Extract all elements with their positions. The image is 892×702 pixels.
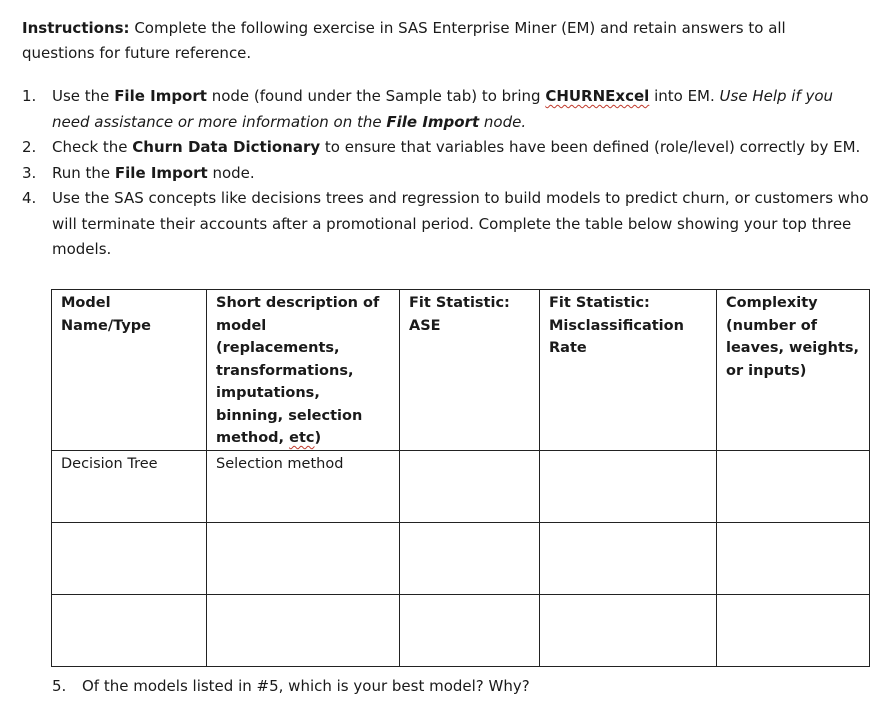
table-cell[interactable] bbox=[717, 450, 870, 522]
header-line: Short description of model (replacements, transformations, imputations, binning, selection method, bbox=[216, 295, 380, 446]
instructions-text: Complete the following exercise in SAS Enterprise Miner (EM) and retain answers to all questions for future reference. bbox=[22, 19, 786, 62]
step-italic-text: node. bbox=[479, 112, 527, 131]
header-line: (number of bbox=[726, 317, 818, 334]
table-cell[interactable] bbox=[52, 522, 207, 594]
table-header-row bbox=[52, 290, 870, 451]
step-text: Use the SAS concepts like decisions trees and regression to build models to predict churn, or customers who will terminate their accounts after a promotional period. Complete the table below showing your top three models. bbox=[52, 189, 869, 258]
header-model-name-type bbox=[52, 290, 207, 451]
table-row bbox=[52, 450, 870, 522]
header-fit-ase bbox=[400, 290, 540, 451]
question-text: Of the models listed in #5, which is your best model? Why? bbox=[82, 677, 530, 695]
step-text: to ensure that variables have been defined (role/level) correctly by EM. bbox=[320, 138, 861, 156]
question-5 bbox=[52, 675, 530, 697]
header-flagged-word: etc bbox=[289, 430, 315, 446]
step-3 bbox=[22, 161, 872, 187]
header-line: Model bbox=[61, 295, 111, 311]
step-text: Run the bbox=[52, 163, 115, 182]
step-bold-text: File Import bbox=[114, 163, 208, 182]
step-text: Check the bbox=[52, 138, 133, 156]
header-line: Rate bbox=[549, 340, 587, 356]
steps-list bbox=[22, 84, 872, 263]
table-cell[interactable] bbox=[717, 594, 870, 666]
table-cell[interactable] bbox=[52, 594, 207, 666]
step-text: node. bbox=[207, 163, 255, 182]
table-cell[interactable]: Decision Tree bbox=[52, 450, 207, 522]
step-bold-text: Churn Data Dictionary bbox=[132, 138, 321, 156]
header-line: Fit Statistic: bbox=[549, 295, 650, 311]
step-1 bbox=[22, 84, 872, 135]
table-row bbox=[52, 594, 870, 666]
header-complexity bbox=[717, 290, 870, 451]
table-cell[interactable] bbox=[540, 594, 717, 666]
table-cell[interactable] bbox=[207, 594, 400, 666]
header-line: leaves, weights, bbox=[726, 340, 860, 356]
instructions-label: Instructions: bbox=[22, 19, 130, 37]
step-number: 2. bbox=[22, 138, 37, 156]
step-bold-text-flagged: CHURNExcel bbox=[545, 87, 650, 105]
table-cell[interactable] bbox=[400, 522, 540, 594]
header-fit-misclassification bbox=[540, 290, 717, 451]
header-line: ) bbox=[314, 430, 322, 446]
step-bold-text: File Import bbox=[114, 87, 207, 105]
header-line: ASE bbox=[409, 317, 441, 334]
table-row bbox=[52, 522, 870, 594]
header-line: Complexity bbox=[726, 295, 818, 311]
models-table bbox=[51, 289, 870, 667]
step-number: 3. bbox=[22, 163, 37, 182]
header-line: Fit Statistic: bbox=[409, 295, 510, 311]
step-number: 1. bbox=[22, 87, 37, 105]
table-cell[interactable] bbox=[540, 450, 717, 522]
table-cell[interactable] bbox=[540, 522, 717, 594]
step-2 bbox=[22, 135, 872, 161]
table-cell[interactable] bbox=[400, 594, 540, 666]
step-number: 4. bbox=[22, 189, 37, 207]
table-cell[interactable]: Selection method bbox=[207, 450, 400, 522]
step-text: Use the bbox=[52, 87, 115, 105]
step-bold-italic-text: File Import bbox=[386, 112, 480, 131]
step-text: into EM. bbox=[649, 87, 720, 105]
table-cell[interactable] bbox=[717, 522, 870, 594]
header-short-description bbox=[207, 290, 400, 451]
header-line: Name/Type bbox=[61, 317, 151, 334]
question-number: 5. bbox=[52, 677, 67, 695]
step-text: node (found under the Sample tab) to bring bbox=[206, 87, 546, 105]
instructions-paragraph bbox=[22, 16, 862, 66]
step-italic-text: Use Help if you need assistance or more information on the bbox=[52, 87, 834, 131]
table-cell[interactable] bbox=[400, 450, 540, 522]
header-line: Misclassification bbox=[549, 317, 684, 334]
header-line: or inputs) bbox=[726, 362, 807, 379]
step-4 bbox=[22, 186, 872, 263]
table-cell[interactable] bbox=[207, 522, 400, 594]
